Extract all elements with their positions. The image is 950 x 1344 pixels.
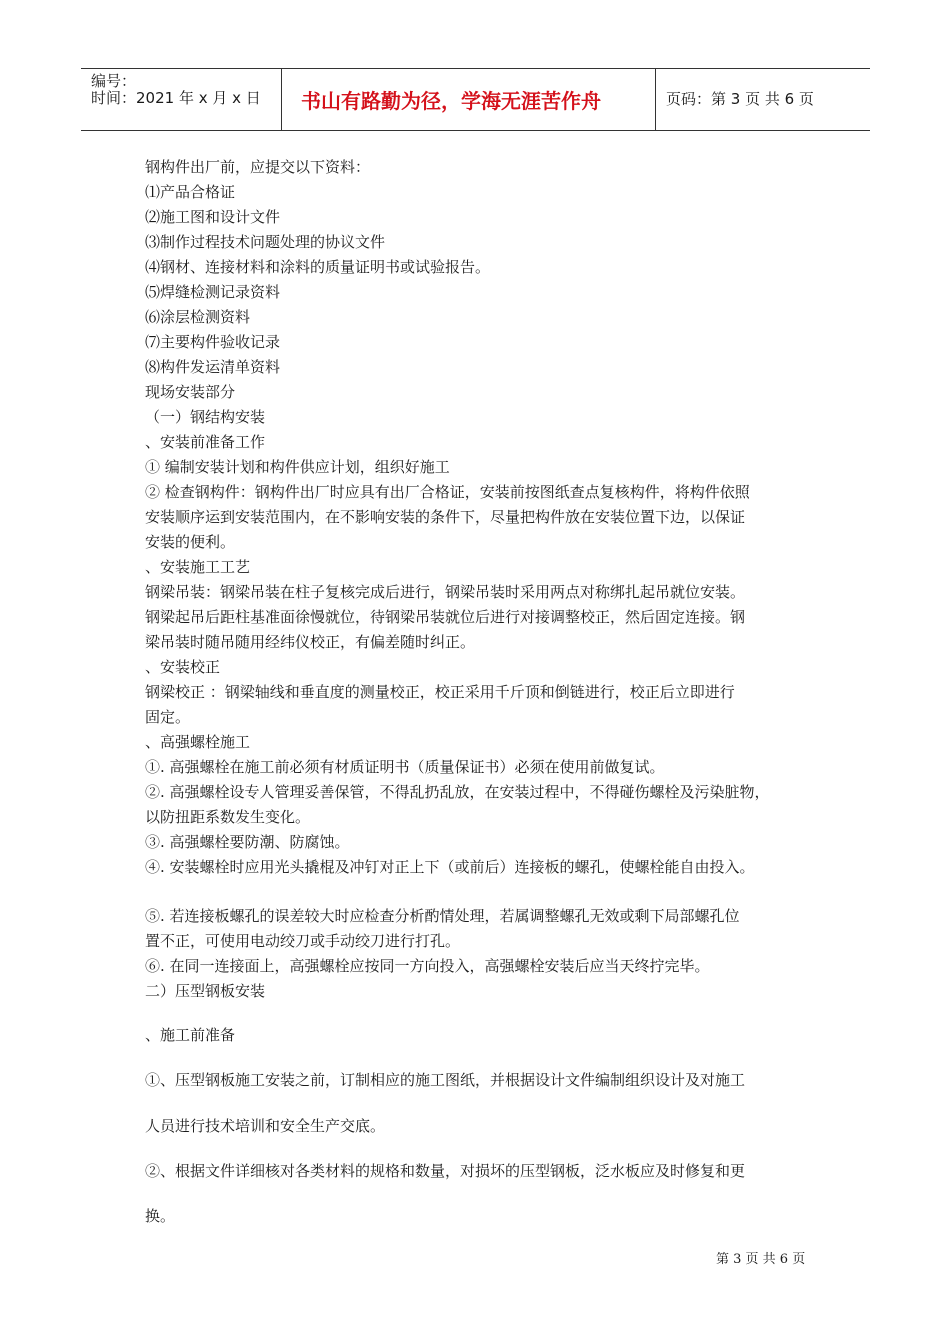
text-line: 固定。	[145, 708, 191, 726]
section-heading: （一）钢结构安装	[145, 408, 266, 426]
text-line: ⑴产品合格证	[145, 183, 236, 201]
text-line: ① 编制安装计划和构件供应计划，组织好施工	[145, 458, 450, 476]
header-page-number: 页码：第 3 页 共 6 页	[666, 90, 814, 108]
section-heading: 、安装施工工艺	[145, 558, 251, 576]
text-line: ③. 高强螺栓要防潮、防腐蚀。	[145, 833, 350, 851]
text-line: ②、根据文件详细核对各类材料的规格和数量，对损坏的压型钢板，泛水板应及时修复和更	[145, 1162, 746, 1180]
text-line: 以防扭距系数发生变化。	[145, 808, 311, 826]
text-line: ⑻构件发运清单资料	[145, 358, 281, 376]
document-date-label: 时间：2021 年 x 月 x 日	[91, 89, 261, 107]
text-line: 换。	[145, 1207, 176, 1225]
text-line: 钢梁吊装：钢梁吊装在柱子复核完成后进行，钢梁吊装时采用两点对称绑扎起吊就位安装。	[145, 583, 746, 601]
text-line: ⑸焊缝检测记录资料	[145, 283, 281, 301]
text-line: 安装的便利。	[145, 533, 236, 551]
text-line: ①、压型钢板施工安装之前，订制相应的施工图纸，并根据设计文件编制组织设计及对施工	[145, 1071, 746, 1089]
section-heading: 现场安装部分	[145, 383, 236, 401]
text-line: ②. 高强螺栓设专人管理妥善保管，不得乱扔乱放，在安装过程中，不得碰伤螺栓及污染脏物，	[145, 783, 770, 801]
section-heading: 、高强螺栓施工	[145, 733, 251, 751]
text-line: 置不正，可使用电动绞刀或手动绞刀进行打孔。	[145, 932, 461, 950]
text-line: ④. 安装螺栓时应用光头撬棍及冲钉对正上下（或前后）连接板的螺孔，使螺栓能自由投入。	[145, 858, 755, 876]
page-header	[81, 68, 870, 131]
section-heading: 、安装校正	[145, 658, 221, 676]
text-line: ② 检查钢构件：钢构件出厂时应具有出厂合格证，安装前按图纸查点复核构件，将构件依照	[145, 483, 750, 501]
text-line: ①. 高强螺栓在施工前必须有材质证明书（质量保证书）必须在使用前做复试。	[145, 758, 665, 776]
page-footer-number: 第 3 页 共 6 页	[716, 1252, 806, 1267]
text-line: ⑷钢材、连接材料和涂料的质量证明书或试验报告。	[145, 258, 491, 276]
header-motto-cell	[281, 69, 656, 130]
text-line: 人员进行技术培训和安全生产交底。	[145, 1117, 386, 1135]
text-line: ⑶制作过程技术问题处理的协议文件	[145, 233, 386, 251]
header-motto: 书山有路勤为径，学海无涯苦作舟	[301, 89, 601, 113]
text-line: ⑤. 若连接板螺孔的误差较大时应检查分析酌情处理，若属调整螺孔无效或剩下局部螺孔位	[145, 907, 740, 925]
section-heading: 二）压型钢板安装	[145, 982, 266, 1000]
text-line: 安装顺序运到安装范围内，在不影响安装的条件下，尽量把构件放在安装位置下边，以保证	[145, 508, 746, 526]
text-line: 钢梁起吊后距柱基准面徐慢就位，待钢梁吊装就位后进行对接调整校正，然后固定连接。钢	[145, 608, 746, 626]
document-number-label: 编号：	[91, 72, 137, 90]
text-line: ⑥. 在同一连接面上，高强螺栓应按同一方向投入，高强螺栓安装后应当天终拧完毕。	[145, 957, 710, 975]
text-line: ⑺主要构件验收记录	[145, 333, 281, 351]
section-heading: 、安装前准备工作	[145, 433, 266, 451]
text-line: 钢构件出厂前，应提交以下资料：	[145, 158, 371, 176]
text-line: ⑵施工图和设计文件	[145, 208, 281, 226]
text-line: 梁吊装时随吊随用经纬仪校正，有偏差随时纠正。	[145, 633, 476, 651]
text-line: 钢梁校正 ：钢梁轴线和垂直度的测量校正，校正采用千斤顶和倒链进行，校正后立即进行	[145, 683, 735, 701]
text-line: ⑹涂层检测资料	[145, 308, 251, 326]
header-meta-cell	[81, 69, 282, 130]
section-heading: 、施工前准备	[145, 1026, 236, 1044]
header-page-cell	[655, 69, 870, 130]
